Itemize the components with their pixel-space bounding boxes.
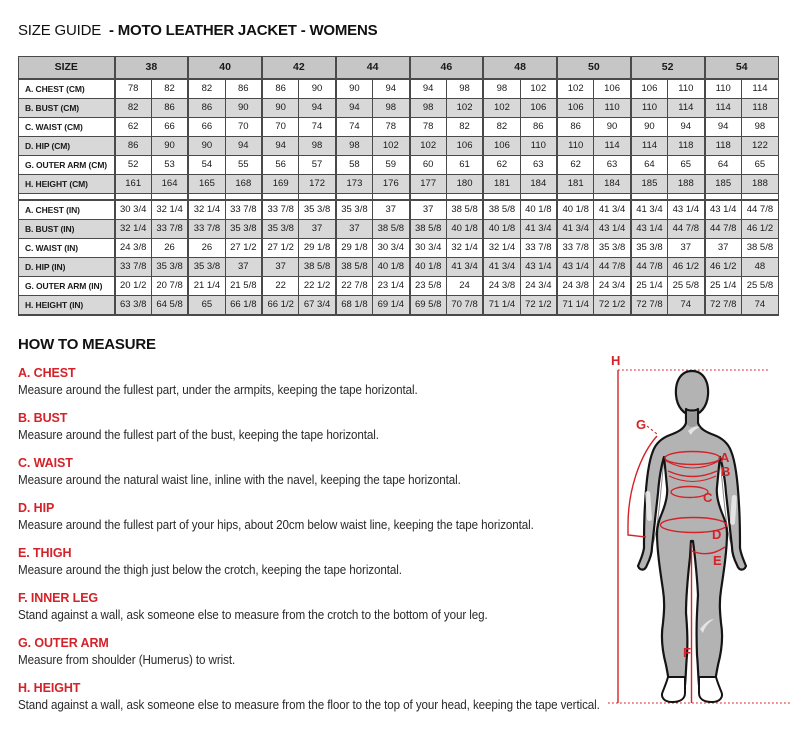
size-cell: 35 3/8 [631, 238, 668, 257]
size-cell: 59 [373, 156, 410, 175]
size-cell: 106 [631, 79, 668, 99]
size-cell: 63 [520, 156, 557, 175]
size-cell: 22 7/8 [336, 276, 373, 295]
measure-item-description: Stand against a wall, ask someone else to measure from the crotch to the bottom of your leg. [18, 608, 488, 622]
size-column-header: 46 [410, 57, 484, 80]
size-cell: 106 [446, 137, 483, 156]
label-inner-leg: F [683, 645, 691, 660]
size-cell: 82 [483, 118, 520, 137]
size-cell: 74 [741, 295, 778, 315]
measure-item [18, 547, 603, 592]
size-cell: 82 [188, 79, 225, 99]
size-cell: 86 [262, 79, 299, 99]
size-cell: 37 [705, 238, 742, 257]
row-label: G. OUTER ARM (IN) [19, 276, 115, 295]
size-cell: 35 3/8 [188, 257, 225, 276]
size-cell: 102 [446, 99, 483, 118]
size-cell: 40 1/8 [446, 219, 483, 238]
size-cell: 37 [373, 200, 410, 220]
size-cell: 25 1/4 [705, 276, 742, 295]
table-row [19, 238, 779, 257]
measure-item [18, 682, 603, 727]
size-column-header: 42 [262, 57, 336, 80]
table-row [19, 137, 779, 156]
size-cell: 38 5/8 [741, 238, 778, 257]
row-label: H. HEIGHT (CM) [19, 175, 115, 194]
size-cell: 90 [188, 137, 225, 156]
size-cell: 24 3/4 [520, 276, 557, 295]
label-hip: D [712, 527, 722, 542]
figure-left-foot [662, 677, 685, 702]
size-cell: 46 1/2 [705, 257, 742, 276]
size-cell: 82 [115, 99, 152, 118]
size-cell: 25 5/8 [741, 276, 778, 295]
size-cell: 172 [299, 175, 336, 194]
measure-item-description: Measure around the thigh just below the crotch, keeping the tape horizontal. [18, 563, 402, 577]
size-cell: 185 [631, 175, 668, 194]
table-row [19, 257, 779, 276]
measure-item-description: Measure around the fullest part, under the armpits, keeping the tape horizontal. [18, 383, 418, 397]
size-cell: 78 [373, 118, 410, 137]
row-label: H. HEIGHT (IN) [19, 295, 115, 315]
size-cell: 32 1/4 [446, 238, 483, 257]
table-row [19, 79, 779, 99]
size-cell: 33 7/8 [520, 238, 557, 257]
figure-right-foot [699, 677, 722, 702]
size-cell: 122 [741, 137, 778, 156]
size-cell: 38 5/8 [373, 219, 410, 238]
size-column-header: 52 [631, 57, 705, 80]
size-cell: 70 [262, 118, 299, 137]
size-cell: 24 [446, 276, 483, 295]
measure-item-description: Measure from shoulder (Humerus) to wrist. [18, 653, 236, 667]
size-cell: 35 3/8 [225, 219, 262, 238]
size-cell: 90 [225, 99, 262, 118]
size-cell: 35 3/8 [151, 257, 188, 276]
label-height: H [611, 353, 621, 368]
size-cell: 65 [741, 156, 778, 175]
size-cell: 44 7/8 [631, 257, 668, 276]
label-bust: B [721, 464, 731, 479]
size-cell: 22 [262, 276, 299, 295]
size-cell: 26 [188, 238, 225, 257]
row-label: A. CHEST (CM) [19, 79, 115, 99]
measure-item [18, 592, 603, 637]
measurement-diagram [600, 345, 800, 733]
size-cell: 102 [520, 79, 557, 99]
measure-item-label: E. THIGH [18, 546, 72, 560]
size-cell: 185 [705, 175, 742, 194]
size-cell: 21 1/4 [188, 276, 225, 295]
size-cell: 86 [115, 137, 152, 156]
size-cell: 72 1/2 [594, 295, 631, 315]
size-cell: 69 1/4 [373, 295, 410, 315]
size-cell: 90 [631, 118, 668, 137]
size-cell: 35 3/8 [336, 200, 373, 220]
size-cell: 110 [520, 137, 557, 156]
size-cell: 90 [594, 118, 631, 137]
size-cell: 37 [668, 238, 705, 257]
measure-item [18, 502, 603, 547]
size-header-row [19, 57, 779, 80]
size-cell: 44 7/8 [741, 200, 778, 220]
size-cell: 40 1/8 [557, 200, 594, 220]
size-cell: 62 [557, 156, 594, 175]
size-cell: 37 [262, 257, 299, 276]
label-waist: C [703, 490, 713, 505]
size-cell: 44 7/8 [668, 219, 705, 238]
size-cell: 94 [262, 137, 299, 156]
size-cell: 94 [705, 118, 742, 137]
size-cell: 54 [188, 156, 225, 175]
size-column-header: 44 [336, 57, 410, 80]
size-cell: 33 7/8 [188, 219, 225, 238]
row-label: B. BUST (IN) [19, 219, 115, 238]
size-cell: 32 1/4 [115, 219, 152, 238]
measure-item-label: C. WAIST [18, 456, 73, 470]
table-row [19, 200, 779, 220]
size-cell: 66 [151, 118, 188, 137]
size-cell: 58 [336, 156, 373, 175]
size-cell: 102 [410, 137, 447, 156]
size-cell: 35 3/8 [594, 238, 631, 257]
size-cell: 43 1/4 [631, 219, 668, 238]
size-cell: 176 [373, 175, 410, 194]
measure-item [18, 637, 603, 682]
size-cell: 180 [446, 175, 483, 194]
size-column-header: 38 [115, 57, 189, 80]
size-cell: 41 3/4 [631, 200, 668, 220]
size-cell: 37 [336, 219, 373, 238]
size-cell: 66 1/8 [225, 295, 262, 315]
measure-item-label: B. BUST [18, 411, 68, 425]
size-cell: 110 [594, 99, 631, 118]
size-cell: 41 3/4 [446, 257, 483, 276]
label-thigh: E [713, 553, 722, 568]
size-cell: 67 3/4 [299, 295, 336, 315]
size-cell: 72 7/8 [705, 295, 742, 315]
size-cell: 78 [115, 79, 152, 99]
size-column-header: 40 [188, 57, 262, 80]
measure-item-description: Measure around the fullest part of the bust, keeping the tape horizontal. [18, 428, 379, 442]
size-cell: 62 [483, 156, 520, 175]
size-cell: 94 [336, 99, 373, 118]
size-cell: 24 3/8 [115, 238, 152, 257]
size-cell: 90 [299, 79, 336, 99]
size-cell: 44 7/8 [594, 257, 631, 276]
size-cell: 90 [336, 79, 373, 99]
size-cell: 106 [483, 137, 520, 156]
size-cell: 118 [741, 99, 778, 118]
row-label: G. OUTER ARM (CM) [19, 156, 115, 175]
size-cell: 40 1/8 [483, 219, 520, 238]
measure-item-description: Measure around the fullest part of your hips, about 20cm below waist line, keeping the tape horizontal. [18, 518, 534, 532]
measure-item-label: G. OUTER ARM [18, 636, 109, 650]
size-chart-table [18, 56, 779, 316]
size-cell: 118 [705, 137, 742, 156]
size-cell: 30 3/4 [115, 200, 152, 220]
size-cell: 94 [373, 79, 410, 99]
table-row [19, 118, 779, 137]
size-cell: 98 [373, 99, 410, 118]
size-cell: 33 7/8 [557, 238, 594, 257]
size-cell: 44 7/8 [705, 219, 742, 238]
page-title [18, 22, 377, 39]
size-cell: 98 [336, 137, 373, 156]
size-cell: 168 [225, 175, 262, 194]
size-cell: 30 3/4 [373, 238, 410, 257]
size-cell: 38 5/8 [483, 200, 520, 220]
size-cell: 29 1/8 [336, 238, 373, 257]
size-cell: 165 [188, 175, 225, 194]
size-cell: 43 1/4 [520, 257, 557, 276]
size-cell: 90 [262, 99, 299, 118]
measure-item [18, 412, 603, 457]
label-outer-arm: G [636, 417, 647, 432]
measure-item-description: Measure around the natural waist line, inline with the navel, keeping the tape horizontal. [18, 473, 461, 487]
size-cell: 188 [741, 175, 778, 194]
measure-item [18, 367, 603, 412]
size-cell: 33 7/8 [225, 200, 262, 220]
size-cell: 69 5/8 [410, 295, 447, 315]
figure-head [676, 371, 708, 415]
size-cell: 63 3/8 [115, 295, 152, 315]
size-cell: 32 1/4 [483, 238, 520, 257]
size-cell: 68 1/8 [336, 295, 373, 315]
table-row [19, 276, 779, 295]
size-cell: 35 3/8 [299, 200, 336, 220]
size-cell: 20 1/2 [115, 276, 152, 295]
size-cell: 40 1/8 [373, 257, 410, 276]
table-row [19, 156, 779, 175]
size-cell: 52 [115, 156, 152, 175]
size-column-header: 50 [557, 57, 631, 80]
size-cell: 164 [151, 175, 188, 194]
size-cell: 37 [225, 257, 262, 276]
size-cell: 184 [520, 175, 557, 194]
size-cell: 114 [631, 137, 668, 156]
size-cell: 37 [299, 219, 336, 238]
size-cell: 46 1/2 [741, 219, 778, 238]
size-cell: 22 1/2 [299, 276, 336, 295]
figure-neck-shade [687, 411, 697, 427]
size-cell: 98 [410, 99, 447, 118]
size-cell: 110 [557, 137, 594, 156]
size-cell: 33 7/8 [115, 257, 152, 276]
size-cell: 161 [115, 175, 152, 194]
row-label: D. HIP (CM) [19, 137, 115, 156]
row-label: A. CHEST (IN) [19, 200, 115, 220]
size-cell: 106 [594, 79, 631, 99]
size-cell: 64 [631, 156, 668, 175]
size-cell: 24 3/8 [483, 276, 520, 295]
size-chart-head [19, 57, 779, 80]
size-cell: 98 [483, 79, 520, 99]
size-cell: 184 [594, 175, 631, 194]
size-cell: 181 [483, 175, 520, 194]
size-cell: 41 3/4 [594, 200, 631, 220]
size-cell: 37 [410, 200, 447, 220]
size-cell: 110 [631, 99, 668, 118]
size-cell: 72 7/8 [631, 295, 668, 315]
size-cell: 43 1/4 [705, 200, 742, 220]
size-cell: 56 [262, 156, 299, 175]
size-header-label: SIZE [19, 57, 115, 80]
size-cell: 86 [520, 118, 557, 137]
size-cell: 102 [373, 137, 410, 156]
measure-item-description: Stand against a wall, ask someone else to measure from the floor to the top of your head, keeping the tape vertical. [18, 698, 600, 712]
size-cell: 55 [225, 156, 262, 175]
size-cell: 48 [741, 257, 778, 276]
row-label: C. WAIST (IN) [19, 238, 115, 257]
size-cell: 86 [151, 99, 188, 118]
size-cell: 24 3/8 [557, 276, 594, 295]
size-cell: 114 [705, 99, 742, 118]
size-cell: 40 1/8 [410, 257, 447, 276]
size-cell: 114 [668, 99, 705, 118]
size-cell: 110 [668, 79, 705, 99]
size-cell: 25 5/8 [668, 276, 705, 295]
size-cell: 74 [299, 118, 336, 137]
size-cell: 20 7/8 [151, 276, 188, 295]
page-title-product: - MOTO LEATHER JACKET - WOMENS [108, 22, 378, 39]
size-cell: 94 [668, 118, 705, 137]
size-cell: 86 [225, 79, 262, 99]
size-cell: 118 [668, 137, 705, 156]
size-cell: 70 [225, 118, 262, 137]
size-cell: 32 1/4 [151, 200, 188, 220]
size-cell: 38 5/8 [446, 200, 483, 220]
size-cell: 27 1/2 [225, 238, 262, 257]
table-row [19, 99, 779, 118]
row-label: D. HIP (IN) [19, 257, 115, 276]
size-cell: 102 [483, 99, 520, 118]
size-cell: 70 7/8 [446, 295, 483, 315]
row-label: B. BUST (CM) [19, 99, 115, 118]
size-cell: 38 5/8 [410, 219, 447, 238]
size-cell: 38 5/8 [336, 257, 373, 276]
size-cell: 29 1/8 [299, 238, 336, 257]
size-cell: 64 5/8 [151, 295, 188, 315]
size-cell: 74 [336, 118, 373, 137]
size-cell: 41 3/4 [557, 219, 594, 238]
size-cell: 98 [299, 137, 336, 156]
size-cell: 27 1/2 [262, 238, 299, 257]
size-cell: 53 [151, 156, 188, 175]
size-cell: 41 3/4 [483, 257, 520, 276]
size-cell: 94 [410, 79, 447, 99]
size-cell: 94 [225, 137, 262, 156]
measure-item-label: A. CHEST [18, 366, 76, 380]
size-cell: 43 1/4 [557, 257, 594, 276]
size-cell: 71 1/4 [557, 295, 594, 315]
size-column-header: 48 [483, 57, 557, 80]
size-cell: 66 1/2 [262, 295, 299, 315]
size-cell: 86 [557, 118, 594, 137]
size-cell: 43 1/4 [668, 200, 705, 220]
size-cell: 30 3/4 [410, 238, 447, 257]
size-cell: 71 1/4 [483, 295, 520, 315]
size-cell: 102 [557, 79, 594, 99]
size-cell: 46 1/2 [668, 257, 705, 276]
size-cell: 40 1/8 [520, 200, 557, 220]
size-cell: 61 [446, 156, 483, 175]
label-chest: A [720, 450, 730, 465]
size-cell: 66 [188, 118, 225, 137]
size-cell: 65 [188, 295, 225, 315]
size-cell: 63 [594, 156, 631, 175]
table-row [19, 219, 779, 238]
size-cell: 41 3/4 [520, 219, 557, 238]
size-cell: 106 [520, 99, 557, 118]
size-cell: 43 1/4 [594, 219, 631, 238]
size-cell: 24 3/4 [594, 276, 631, 295]
size-cell: 23 5/8 [410, 276, 447, 295]
measure-item-label: H. HEIGHT [18, 681, 81, 695]
size-cell: 38 5/8 [299, 257, 336, 276]
size-cell: 60 [410, 156, 447, 175]
size-cell: 78 [410, 118, 447, 137]
size-cell: 23 1/4 [373, 276, 410, 295]
size-cell: 33 7/8 [262, 200, 299, 220]
size-cell: 177 [410, 175, 447, 194]
measure-instructions-list [18, 367, 603, 727]
size-cell: 114 [594, 137, 631, 156]
size-cell: 169 [262, 175, 299, 194]
size-cell: 98 [741, 118, 778, 137]
size-cell: 26 [151, 238, 188, 257]
size-cell: 65 [668, 156, 705, 175]
size-cell: 114 [741, 79, 778, 99]
size-cell: 62 [115, 118, 152, 137]
size-cell: 25 1/4 [631, 276, 668, 295]
size-cell: 94 [299, 99, 336, 118]
how-to-measure-title: HOW TO MEASURE [18, 336, 156, 353]
size-cell: 106 [557, 99, 594, 118]
size-cell: 90 [151, 137, 188, 156]
table-row [19, 175, 779, 194]
size-cell: 173 [336, 175, 373, 194]
outer-arm-pointer-dash [647, 426, 657, 434]
size-cell: 21 5/8 [225, 276, 262, 295]
size-cell: 86 [188, 99, 225, 118]
measure-item-label: F. INNER LEG [18, 591, 99, 605]
measure-item-label: D. HIP [18, 501, 55, 515]
size-cell: 32 1/4 [188, 200, 225, 220]
measure-item [18, 457, 603, 502]
size-cell: 57 [299, 156, 336, 175]
size-column-header: 54 [705, 57, 779, 80]
size-cell: 82 [446, 118, 483, 137]
size-chart-body [19, 79, 779, 315]
size-cell: 74 [668, 295, 705, 315]
size-cell: 98 [446, 79, 483, 99]
size-cell: 64 [705, 156, 742, 175]
size-cell: 82 [151, 79, 188, 99]
size-cell: 110 [705, 79, 742, 99]
table-row [19, 295, 779, 315]
size-cell: 35 3/8 [262, 219, 299, 238]
size-cell: 181 [557, 175, 594, 194]
page-title-prefix: SIZE GUIDE [18, 22, 102, 39]
size-cell: 188 [668, 175, 705, 194]
row-label: C. WAIST (CM) [19, 118, 115, 137]
size-cell: 72 1/2 [520, 295, 557, 315]
size-cell: 33 7/8 [151, 219, 188, 238]
